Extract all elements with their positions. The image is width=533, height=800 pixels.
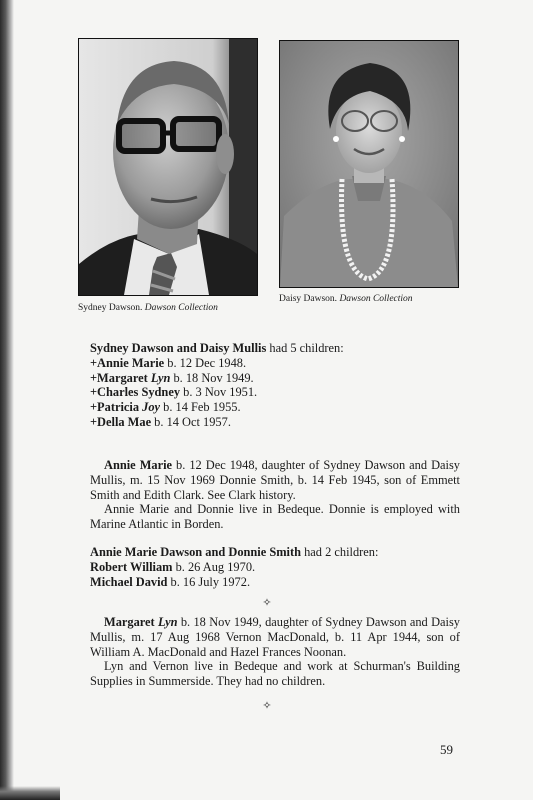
book-corner-shadow xyxy=(0,786,60,800)
annie-residence: Annie Marie and Donnie live in Bedeque. Donnie is employed with Marine Atlantic in Borden. xyxy=(90,502,460,532)
margaret-middle-name: Lyn xyxy=(158,615,178,629)
caption-name: Sydney Dawson. xyxy=(78,303,143,313)
children-heading: Sydney Dawson and Daisy Mullis had 5 children: xyxy=(90,341,344,355)
margaret-lyn-paragraph xyxy=(90,615,460,689)
book-spine-shadow xyxy=(0,0,14,800)
margaret-name: Margaret xyxy=(104,615,155,629)
child-entry: Michael David b. 16 July 1972. xyxy=(90,574,251,589)
margaret-residence: Lyn and Vernon live in Bedeque and work at Schurman's Building Supplies in Summerside. They had no children. xyxy=(90,659,460,689)
child-entry: +Della Mae b. 14 Oct 1957. xyxy=(90,414,231,429)
caption-source: Dawson Collection xyxy=(144,303,218,313)
separator-ornament: ✧ xyxy=(262,699,272,712)
separator-ornament: ✧ xyxy=(262,596,272,609)
annie-children-list xyxy=(90,545,460,589)
daisy-photo-caption xyxy=(279,293,413,305)
caption-name: Daisy Dawson. xyxy=(279,294,338,304)
child-entry: +Annie Marie b. 12 Dec 1948. xyxy=(90,355,247,370)
daisy-dawson-photo xyxy=(279,40,459,288)
children-list xyxy=(90,341,460,430)
child-entry: Robert William b. 26 Aug 1970. xyxy=(90,559,256,574)
children-heading: Annie Marie Dawson and Donnie Smith had 2 children: xyxy=(90,545,379,559)
annie-marie-paragraph xyxy=(90,458,460,532)
sydney-photo-caption xyxy=(78,302,218,314)
child-entry: +Patricia Joy b. 14 Feb 1955. xyxy=(90,400,241,415)
annie-name: Annie Marie xyxy=(104,458,173,472)
annie-details: b. 12 Dec 1948, daughter of Sydney Dawson and Daisy Mullis, m. 15 Nov 1969 Donnie Smith, b. 14 Feb 1945, son of Emmett Smith and Edith Clark. See Clark history. xyxy=(90,458,460,502)
page-number: 59 xyxy=(440,742,453,757)
sydney-dawson-photo xyxy=(78,38,258,296)
margaret-details: b. 18 Nov 1949, daughter of Sydney Dawson and Daisy Mullis, m. 17 Aug 1968 Vernon MacDonald, b. 11 Apr 1944, son of William A. MacDonald and Hazel Frances Noonan. xyxy=(90,615,460,659)
child-entry: +Charles Sydney b. 3 Nov 1951. xyxy=(90,385,258,400)
caption-source: Dawson Collection xyxy=(339,294,413,304)
child-entry: +Margaret Lyn b. 18 Nov 1949. xyxy=(90,370,254,385)
